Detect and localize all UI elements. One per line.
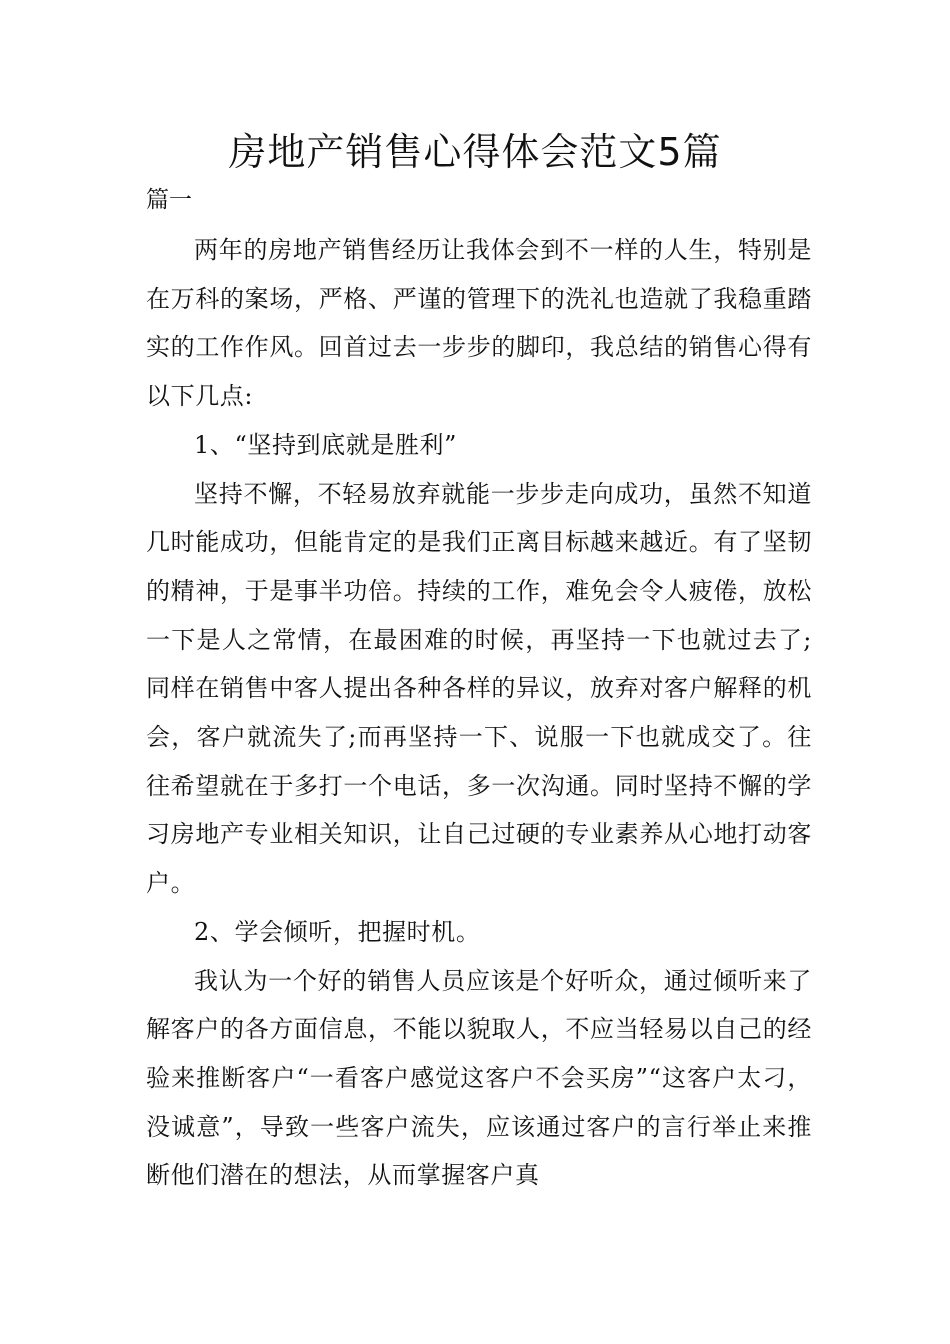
paragraph-intro: 两年的房地产销售经历让我体会到不一样的人生，特别是在万科的案场，严格、严谨的管理下的洗礼也造就了我稳重踏实的工作作风。回首过去一步步的脚印，我总结的销售心得有以下几点: <box>146 236 812 411</box>
paragraph-persistence: 坚持不懈，不轻易放弃就能一步步走向成功，虽然不知道几时能成功，但能肯定的是我们正离目标越来越近。有了坚韧的精神，于是事半功倍。持续的工作，难免会令人疲倦，放松一下是人之常情，在最困难的时候，再坚持一下也就过去了;同样在销售中客人提出各种各样的异议，放弃对客户解释的机会，客户就流失了;而再坚持一下、说服一下也就成交了。往往希望就在于多打一个电话，多一次沟通。同时坚持不懈的学习房地产专业相关知识，让自己过硬的专业素养从心地打动客户。 <box>146 479 812 898</box>
document-body <box>146 226 812 1200</box>
point-heading-listening: 2、学会倾听，把握时机。 <box>194 917 481 946</box>
paragraph-listening: 我认为一个好的销售人员应该是个好听众，通过倾听来了解客户的各方面信息，不能以貌取人，不应当轻易以自己的经验来推断客户“一看客户感觉这客户不会买房”“这客户太刁，没诚意”，导致一些客户流失，应该通过客户的言行举止来推断他们潜在的想法，从而掌握客户真 <box>146 966 812 1190</box>
point-heading-persistence: 1、“坚持到底就是胜利” <box>194 430 458 459</box>
document-title: 房地产销售心得体会范文5篇 <box>228 130 722 174</box>
section-label: 篇一 <box>146 187 192 213</box>
